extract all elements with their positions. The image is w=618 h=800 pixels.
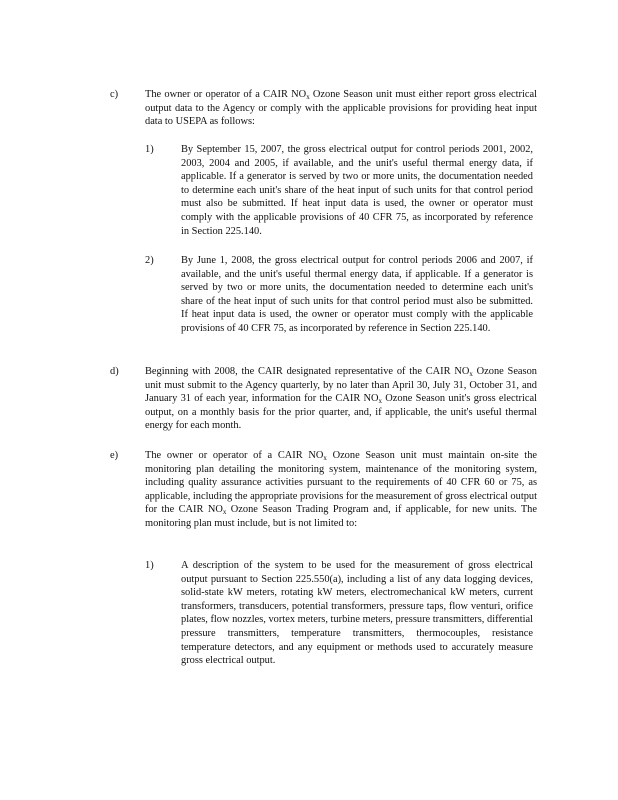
section-e-item-1-text: A description of the system to be used for the measurement of gross electrical output pursuant to Section 225.550(a), including a list of any data logging devices, solid-state kW meters, rotating kW meters, electromechanical kW meters, current transformers, transducers, potential transformers, pressure taps, flow venturi, orifice plates, flow nozzles, vortex meters, turbine meters, pressure transmitters, differential pressure transmitters, temperature transmitters, thermocouples, resistance temperature detectors, and any equipment or methods used to accurately measure gross electrical output. <box>181 560 533 667</box>
section-c-item-1-label: 1) <box>145 144 154 155</box>
section-e-label: e) <box>110 450 119 461</box>
section-c-item-2-label: 2) <box>145 255 154 266</box>
section-e-intro: The owner or operator of a CAIR $NO_x$ Ozone Season unit must maintain on-site the monitoring plan detailing the monitoring system, maintenance of the monitoring system, including quality assurance activities pursuant to the requirements of 40 CFR 60 or 75, as applicable, including the appropriate provisions for the measurement of gross electrical output for the CAIR $NO_x$ Ozone Season Trading Program and, if applicable, for new units. The monitoring plan must include, but is not limited to: <box>145 450 537 529</box>
section-d-label: d) <box>110 366 119 377</box>
section-c-intro: The owner or operator of a CAIR $NO_x$ Ozone Season unit must either report gross electrical output data to the Agency or comply with the applicable provisions for providing heat input data to USEPA as follows: <box>145 89 537 128</box>
section-d-text: Beginning with 2008, the CAIR designated representative of the CAIR $NO_x$ Ozone Season unit must submit to the Agency quarterly, by no later than April 30, July 31, October 31, and January 31 of each year, information for the CAIR $NO_x$ Ozone Season unit's gross electrical output, on a monthly basis for the prior quarter, and, if applicable, the unit's useful thermal energy for each month. <box>145 366 537 432</box>
section-c-item-2-text: By June 1, 2008, the gross electrical output for control periods 2006 and 2007, if available, and the unit's useful thermal energy data, if applicable. If a generator is served by two or more units, the documentation needed to determine each unit's share of the heat input of such units for that control period must also be submitted. If heat input data is used, the owner or operator must comply with the applicable provisions of 40 CFR 75, as incorporated by reference in Section 225.140. <box>181 255 533 334</box>
section-e-item-1-label: 1) <box>145 560 154 571</box>
section-c-label: c) <box>110 89 119 100</box>
section-c-item-1-text: By September 15, 2007, the gross electrical output for control periods 2001, 2002, 2003, 2004 and 2005, if available, and the unit's useful thermal energy data, if applicable. If a generator is served by two or more units, the documentation needed to determine each unit's share of the heat input of such units for that control period must also be submitted. If heat input data is used, the owner or operator must comply with the applicable provisions of 40 CFR 75, as incorporated by reference in Section 225.140. <box>181 144 533 237</box>
